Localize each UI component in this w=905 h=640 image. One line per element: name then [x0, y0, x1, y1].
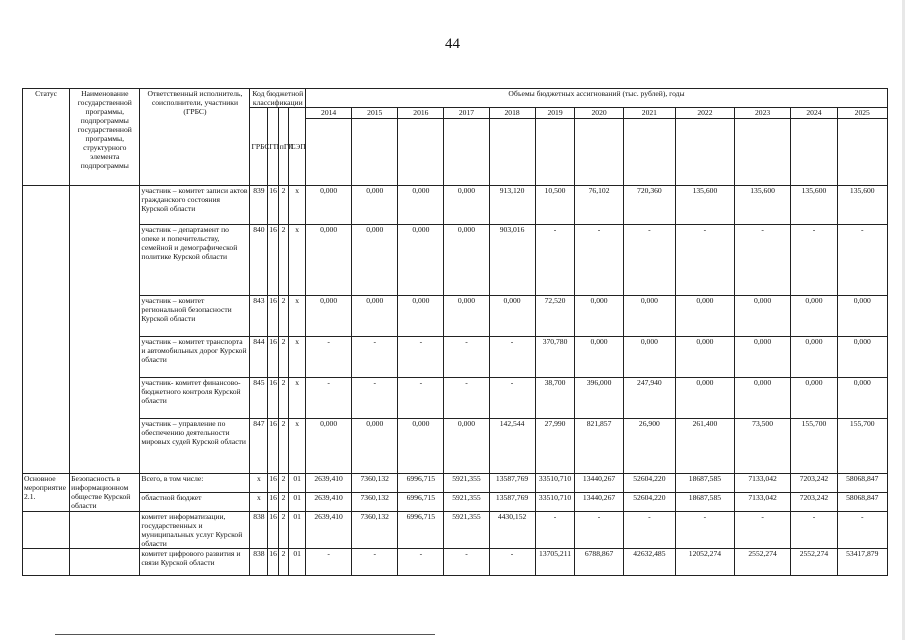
- code-cell: 2: [278, 419, 288, 474]
- code-cell: 2: [278, 186, 288, 225]
- code-cell: 843: [250, 296, 268, 337]
- page-number: 44: [445, 36, 460, 52]
- value-cell: 0,000: [734, 378, 791, 419]
- value-cell: 33510,710: [535, 493, 575, 512]
- code-cell: 16: [268, 493, 278, 512]
- value-cell: 821,857: [575, 419, 623, 474]
- table-row: [23, 337, 888, 378]
- value-cell: 2552,274: [791, 549, 837, 576]
- value-cell: -: [306, 378, 352, 419]
- executor-cell: участник – комитет региональной безопасности Курской области: [140, 296, 250, 337]
- executor-cell: участник – департамент по опеке и попечительству, семейной и демографической политике Курской области: [140, 225, 250, 296]
- value-cell: 2639,410: [306, 512, 352, 549]
- code-cell: х: [289, 419, 306, 474]
- header-year: 2022: [676, 108, 735, 119]
- executor-cell: комитет цифрового развития и связи Курской области: [140, 549, 250, 576]
- value-cell: 6996,715: [398, 493, 444, 512]
- code-cell: 16: [268, 512, 278, 549]
- value-cell: 7360,132: [352, 512, 398, 549]
- code-cell: 2: [278, 493, 288, 512]
- code-cell: 838: [250, 549, 268, 576]
- value-cell: 26,900: [623, 419, 675, 474]
- value-cell: 0,000: [575, 337, 623, 378]
- value-cell: 0,000: [575, 296, 623, 337]
- value-cell: 38,700: [535, 378, 575, 419]
- code-cell: 2: [278, 378, 288, 419]
- value-cell: -: [444, 549, 489, 576]
- value-cell: -: [398, 337, 444, 378]
- table-row: [23, 186, 888, 225]
- executor-cell: комитет информатизации, государственных и муниципальных услуг Курской области: [140, 512, 250, 549]
- code-cell: 840: [250, 225, 268, 296]
- code-cell: 01: [289, 512, 306, 549]
- header-year: 2019: [535, 108, 575, 119]
- code-cell: 01: [289, 493, 306, 512]
- value-cell: -: [352, 549, 398, 576]
- value-cell: 58068,847: [837, 493, 887, 512]
- value-cell: 7360,132: [352, 474, 398, 493]
- executor-cell: Всего, в том числе:: [140, 474, 250, 493]
- value-cell: 0,000: [398, 186, 444, 225]
- value-cell: -: [837, 225, 887, 296]
- value-cell: 76,102: [575, 186, 623, 225]
- header-year: 2014: [306, 108, 352, 119]
- budget-table: [22, 88, 888, 576]
- header-year: 2023: [734, 108, 791, 119]
- table-row: [23, 296, 888, 337]
- executor-cell: участник- комитет финансово-бюджетного контроля Курской области: [140, 378, 250, 419]
- code-cell: х: [289, 225, 306, 296]
- value-cell: 0,000: [444, 419, 489, 474]
- value-cell: 0,000: [398, 225, 444, 296]
- footer-rule: [55, 634, 435, 635]
- value-cell: 0,000: [306, 419, 352, 474]
- table-row: [23, 474, 888, 493]
- code-cell: х: [289, 378, 306, 419]
- value-cell: -: [791, 512, 837, 549]
- value-cell: -: [791, 225, 837, 296]
- code-cell: 2: [278, 296, 288, 337]
- value-cell: 73,500: [734, 419, 791, 474]
- value-cell: -: [398, 549, 444, 576]
- value-cell: 155,700: [837, 419, 887, 474]
- value-cell: 13587,769: [489, 474, 535, 493]
- value-cell: -: [575, 225, 623, 296]
- code-cell: х: [289, 337, 306, 378]
- header-status: Статус: [23, 89, 70, 186]
- code-cell: х: [289, 186, 306, 225]
- executor-cell: участник – комитет транспорта и автомобильных дорог Курской области: [140, 337, 250, 378]
- value-cell: -: [306, 337, 352, 378]
- value-cell: 5921,355: [444, 512, 489, 549]
- value-cell: 0,000: [306, 225, 352, 296]
- value-cell: 58068,847: [837, 474, 887, 493]
- status-cell: [23, 186, 70, 474]
- program-name-cell: [70, 549, 140, 576]
- code-cell: 16: [268, 225, 278, 296]
- value-cell: 0,000: [489, 296, 535, 337]
- table-row: [23, 378, 888, 419]
- value-cell: -: [535, 225, 575, 296]
- value-cell: -: [676, 225, 735, 296]
- value-cell: 0,000: [623, 296, 675, 337]
- header-program-name: Наименование государственной программы, подпрограммы государственной программы, структурного элемента подпрограммы: [70, 89, 140, 186]
- header-year: 2016: [398, 108, 444, 119]
- code-cell: 16: [268, 419, 278, 474]
- value-cell: 7203,242: [791, 474, 837, 493]
- code-cell: 839: [250, 186, 268, 225]
- code-cell: 16: [268, 296, 278, 337]
- value-cell: 27,990: [535, 419, 575, 474]
- value-cell: -: [489, 549, 535, 576]
- value-cell: 155,700: [791, 419, 837, 474]
- value-cell: 720,360: [623, 186, 675, 225]
- code-cell: 01: [289, 474, 306, 493]
- header-year: 2020: [575, 108, 623, 119]
- value-cell: 4430,152: [489, 512, 535, 549]
- value-cell: 261,400: [676, 419, 735, 474]
- value-cell: 7360,132: [352, 493, 398, 512]
- value-cell: -: [444, 337, 489, 378]
- value-cell: 903,016: [489, 225, 535, 296]
- value-cell: 0,000: [676, 296, 735, 337]
- header-year: 2024: [791, 108, 837, 119]
- value-cell: 13440,267: [575, 493, 623, 512]
- program-name-cell: [70, 186, 140, 474]
- value-cell: 0,000: [398, 419, 444, 474]
- table-row: [23, 512, 888, 549]
- value-cell: 2639,410: [306, 474, 352, 493]
- code-cell: 2: [278, 337, 288, 378]
- code-cell: х: [250, 493, 268, 512]
- header-code: Код бюджетной классификации: [250, 89, 306, 108]
- value-cell: 0,000: [444, 296, 489, 337]
- value-cell: 13440,267: [575, 474, 623, 493]
- value-cell: 0,000: [837, 296, 887, 337]
- value-cell: 0,000: [398, 296, 444, 337]
- value-cell: 13705,211: [535, 549, 575, 576]
- status-cell: [23, 512, 70, 549]
- value-cell: 42632,485: [623, 549, 675, 576]
- code-cell: 16: [268, 337, 278, 378]
- value-cell: 0,000: [352, 296, 398, 337]
- value-cell: 72,520: [535, 296, 575, 337]
- code-cell: 16: [268, 474, 278, 493]
- value-cell: 6996,715: [398, 474, 444, 493]
- value-cell: 0,000: [352, 419, 398, 474]
- code-cell: 847: [250, 419, 268, 474]
- value-cell: -: [306, 549, 352, 576]
- value-cell: 135,600: [837, 186, 887, 225]
- code-cell: 844: [250, 337, 268, 378]
- value-cell: 0,000: [306, 186, 352, 225]
- value-cell: -: [535, 512, 575, 549]
- code-cell: 01: [289, 549, 306, 576]
- value-cell: 0,000: [837, 337, 887, 378]
- value-cell: 0,000: [676, 337, 735, 378]
- value-cell: 0,000: [734, 337, 791, 378]
- value-cell: 6788,867: [575, 549, 623, 576]
- code-cell: 838: [250, 512, 268, 549]
- code-cell: 16: [268, 186, 278, 225]
- value-cell: 5921,355: [444, 493, 489, 512]
- value-cell: 10,500: [535, 186, 575, 225]
- header-code-grbs: ГРБС: [250, 108, 268, 186]
- code-cell: х: [289, 296, 306, 337]
- value-cell: 18687,585: [676, 493, 735, 512]
- value-cell: -: [489, 378, 535, 419]
- value-cell: 0,000: [352, 225, 398, 296]
- value-cell: 33510,710: [535, 474, 575, 493]
- program-name-cell: Безопасность в информационном обществе Курской области: [70, 474, 140, 512]
- value-cell: 6996,715: [398, 512, 444, 549]
- value-cell: 0,000: [444, 186, 489, 225]
- code-cell: 2: [278, 225, 288, 296]
- header-year: 2018: [489, 108, 535, 119]
- code-cell: 845: [250, 378, 268, 419]
- table-row: [23, 419, 888, 474]
- value-cell: -: [352, 378, 398, 419]
- header-year: 2017: [444, 108, 489, 119]
- value-cell: 0,000: [676, 378, 735, 419]
- executor-cell: участник – управление по обеспечению деятельности мировых судей Курской области: [140, 419, 250, 474]
- code-cell: 16: [268, 549, 278, 576]
- value-cell: -: [444, 378, 489, 419]
- value-cell: 0,000: [444, 225, 489, 296]
- value-cell: 53417,879: [837, 549, 887, 576]
- value-cell: 12052,274: [676, 549, 735, 576]
- value-cell: 135,600: [676, 186, 735, 225]
- value-cell: -: [398, 378, 444, 419]
- value-cell: 0,000: [352, 186, 398, 225]
- header-code-sep: СЭП: [289, 108, 306, 186]
- value-cell: 0,000: [791, 337, 837, 378]
- value-cell: 135,600: [734, 186, 791, 225]
- value-cell: 913,120: [489, 186, 535, 225]
- value-cell: 0,000: [306, 296, 352, 337]
- table-row: [23, 493, 888, 512]
- status-cell: Основное мероприятие 2.1.: [23, 474, 70, 512]
- value-cell: -: [676, 512, 735, 549]
- header-code-gp: ГП: [268, 108, 278, 186]
- value-cell: 13587,769: [489, 493, 535, 512]
- value-cell: -: [489, 337, 535, 378]
- value-cell: 7133,042: [734, 474, 791, 493]
- value-cell: 2552,274: [734, 549, 791, 576]
- executor-cell: участник – комитет записи актов гражданского состояния Курской области: [140, 186, 250, 225]
- value-cell: -: [623, 512, 675, 549]
- status-cell: [23, 549, 70, 576]
- value-cell: 135,600: [791, 186, 837, 225]
- header-year: 2025: [837, 108, 887, 119]
- table-row: [23, 549, 888, 576]
- code-cell: 2: [278, 474, 288, 493]
- value-cell: 2639,410: [306, 493, 352, 512]
- header-year: 2021: [623, 108, 675, 119]
- value-cell: -: [623, 225, 675, 296]
- value-cell: -: [734, 512, 791, 549]
- value-cell: -: [352, 337, 398, 378]
- header-code-pgp: пГП: [278, 108, 288, 186]
- value-cell: -: [734, 225, 791, 296]
- value-cell: 0,000: [623, 337, 675, 378]
- code-cell: 2: [278, 549, 288, 576]
- value-cell: 142,544: [489, 419, 535, 474]
- header-volumes: Объемы бюджетных ассигнований (тыс. рублей), годы: [306, 89, 888, 108]
- value-cell: 370,780: [535, 337, 575, 378]
- value-cell: 5921,355: [444, 474, 489, 493]
- header-year: 2015: [352, 108, 398, 119]
- value-cell: 0,000: [734, 296, 791, 337]
- header-row-1: [23, 89, 888, 108]
- program-name-cell: [70, 512, 140, 549]
- code-cell: 2: [278, 512, 288, 549]
- value-cell: 0,000: [791, 296, 837, 337]
- header-executor: Ответственный исполнитель, соисполнители, участники (ГРБС): [140, 89, 250, 186]
- value-cell: 247,940: [623, 378, 675, 419]
- value-cell: -: [575, 512, 623, 549]
- value-cell: 52604,220: [623, 493, 675, 512]
- code-cell: х: [250, 474, 268, 493]
- value-cell: 7133,042: [734, 493, 791, 512]
- table-row: [23, 225, 888, 296]
- value-cell: 7203,242: [791, 493, 837, 512]
- value-cell: 52604,220: [623, 474, 675, 493]
- value-cell: 396,000: [575, 378, 623, 419]
- code-cell: 16: [268, 378, 278, 419]
- value-cell: 0,000: [791, 378, 837, 419]
- value-cell: 0,000: [837, 378, 887, 419]
- executor-cell: областной бюджет: [140, 493, 250, 512]
- value-cell: -: [837, 512, 887, 549]
- value-cell: 18687,585: [676, 474, 735, 493]
